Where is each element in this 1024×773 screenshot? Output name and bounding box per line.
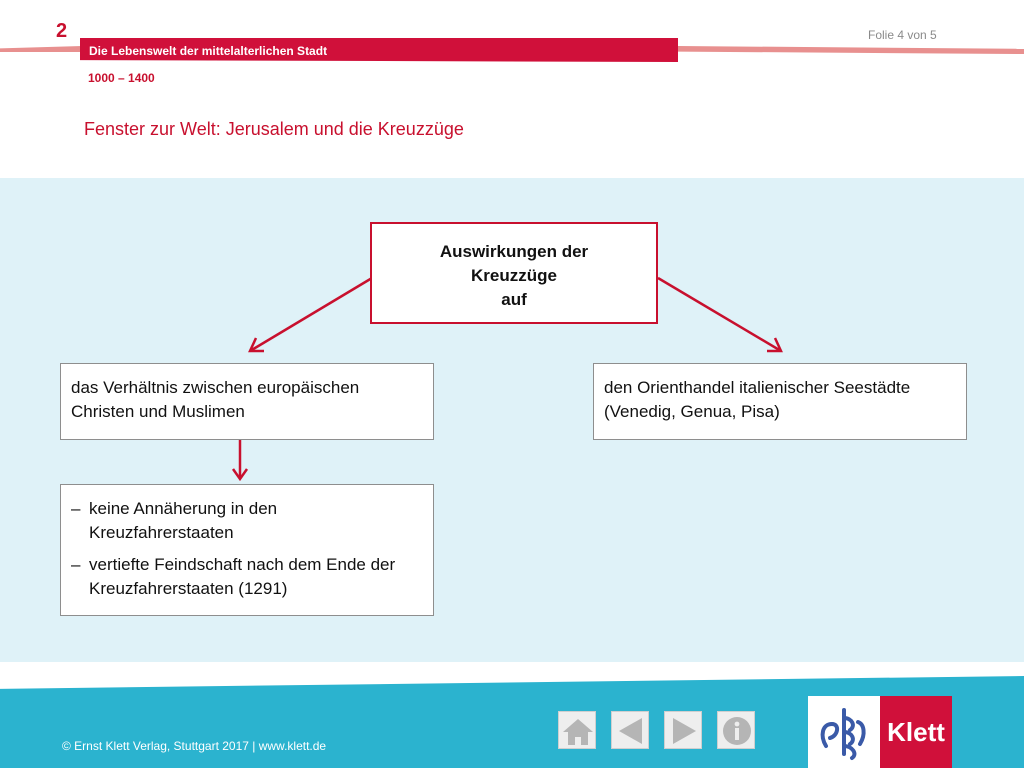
copyright: © Ernst Klett Verlag, Stuttgart 2017 | www.klett.de xyxy=(62,739,327,753)
trade-box: den Orienthandel italienischer Seestädte (Venedig, Genua, Pisa) xyxy=(593,363,967,440)
effects-box xyxy=(370,222,658,324)
info-icon xyxy=(718,712,756,750)
previous-arrow-icon xyxy=(612,712,650,750)
chapter-number: 2 xyxy=(56,20,68,42)
next-button[interactable] xyxy=(664,711,702,749)
info-button[interactable] xyxy=(717,711,755,749)
chapter-title: Die Lebenswelt der mittelalterlichen Stadt xyxy=(89,44,328,58)
slide-title: Fenster zur Welt: Jerusalem und die Kreuzzüge xyxy=(84,119,464,139)
consequences-box xyxy=(60,484,434,616)
bullet-text: vertiefte Feindschaft nach dem Ende der Kreuzfahrerstaaten (1291) xyxy=(89,555,396,598)
arrow-to-left-box xyxy=(250,278,372,351)
slide-counter: Folie 4 von 5 xyxy=(868,28,937,42)
next-arrow-icon xyxy=(665,712,703,750)
relationship-box: das Verhältnis zwischen europäischen Christen und Muslimen xyxy=(60,363,434,440)
bullet-text: keine Annäherung in den Kreuzfahrerstaaten xyxy=(89,499,278,542)
effects-line-3: auf xyxy=(501,290,527,309)
home-icon xyxy=(559,712,597,750)
list-item xyxy=(71,553,423,601)
previous-button[interactable] xyxy=(611,711,649,749)
klett-wordmark: Klett xyxy=(880,696,952,768)
list-item xyxy=(71,497,423,545)
effects-line-1: Auswirkungen der xyxy=(439,242,589,261)
dash-marker: – xyxy=(71,499,81,518)
arrow-to-right-box xyxy=(658,278,781,351)
klett-emblem-icon xyxy=(808,696,880,768)
home-button[interactable] xyxy=(558,711,596,749)
effects-line-2: Kreuzzüge xyxy=(471,266,557,285)
period-label: 1000 – 1400 xyxy=(88,71,155,85)
dash-marker: – xyxy=(71,555,81,574)
